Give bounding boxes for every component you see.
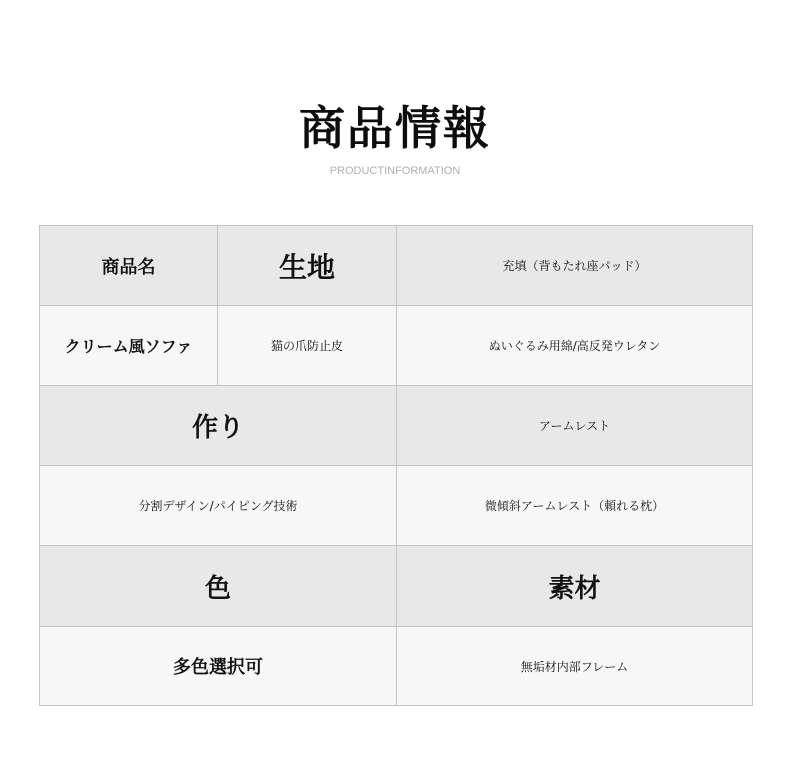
cell-material-label: 素材 (396, 545, 753, 627)
cell-material-value: 無垢材内部フレーム (396, 626, 753, 706)
cell-filling-label: 充填（背もたれ座パッド） (396, 225, 753, 306)
cell-product-name-value: クリーム風ソファ (39, 305, 218, 386)
page-subtitle: PRODUCTINFORMATION (329, 165, 461, 177)
cell-product-name-label: 商品名 (39, 225, 218, 306)
cell-color-value: 多色選択可 (39, 626, 397, 706)
cell-filling-value: ぬいぐるみ用綿/高反発ウレタン (396, 305, 753, 386)
cell-armrest-label: アームレスト (396, 385, 753, 466)
cell-fabric-value: 猫の爪防止皮 (217, 305, 397, 386)
page-title: 商品情報 (299, 101, 491, 155)
cell-armrest-value: 微傾斜アームレスト（頼れる枕） (396, 465, 753, 546)
cell-color-label: 色 (39, 545, 397, 627)
cell-fabric-label: 生地 (217, 225, 397, 306)
cell-craft-value: 分割デザイン/パイピング技術 (39, 465, 397, 546)
cell-craft-label: 作り (39, 385, 397, 466)
